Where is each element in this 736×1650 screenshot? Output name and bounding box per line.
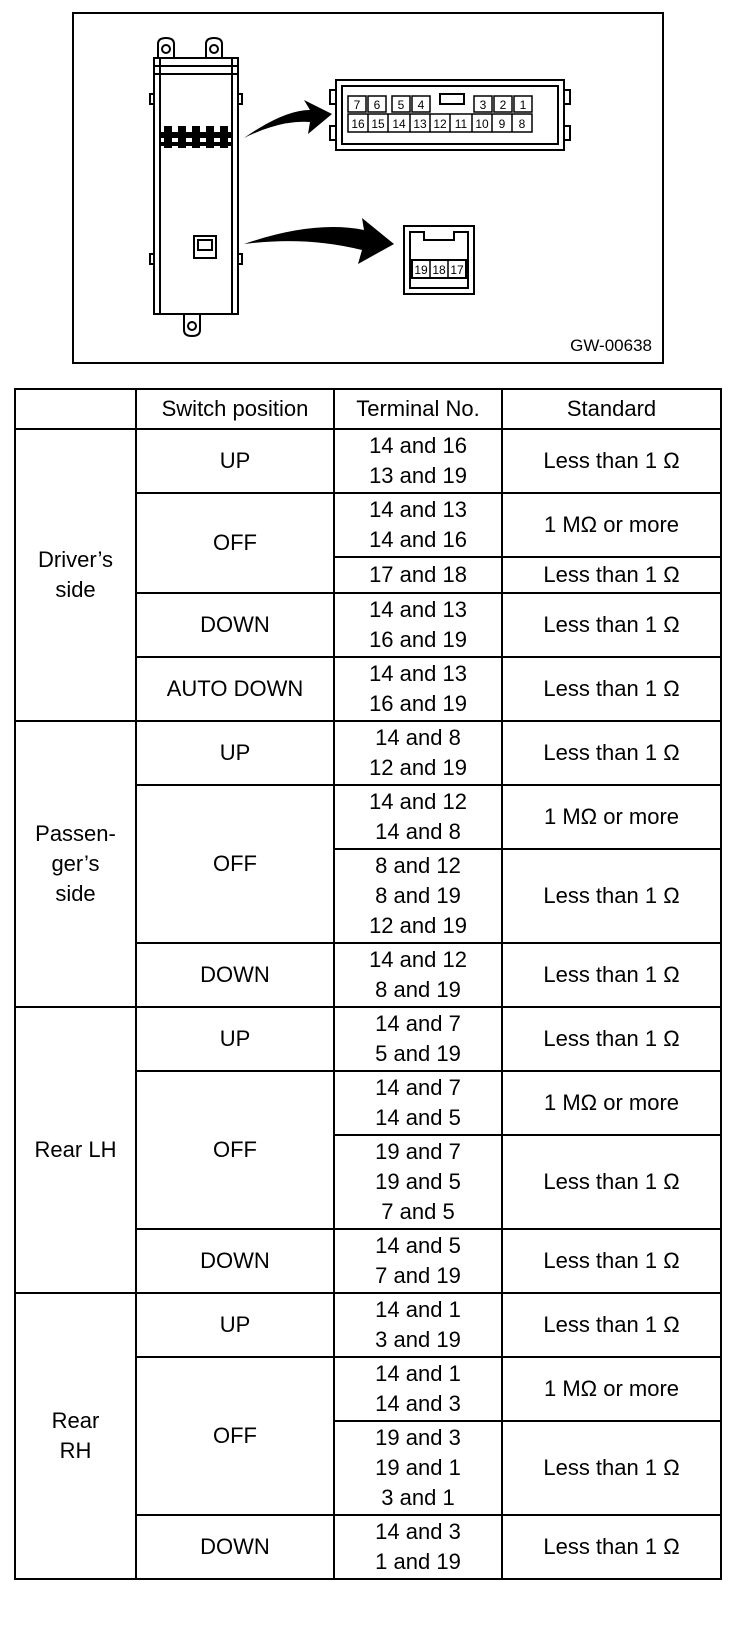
switch-position-cell: OFF [136,785,334,943]
terminal-cell [334,1135,502,1229]
terminal-cell [334,943,502,1007]
terminal-pair: 8 and 19 [375,977,461,1002]
side-label-line: Driver’s [38,547,113,572]
terminal-cell [334,1421,502,1515]
terminal-pair: 14 and 5 [375,1105,461,1130]
terminal-pair: 14 and 13 [369,597,467,622]
terminal-cell [334,1515,502,1579]
pin-2: 2 [499,98,507,112]
standard-cell: Less than 1 Ω [502,943,721,1007]
terminal-pair: 7 and 5 [381,1199,455,1224]
terminal-pair: 14 and 16 [369,433,467,458]
pin-16: 16 [351,117,365,131]
terminal-cell [334,1071,502,1135]
standard-cell: Less than 1 Ω [502,1229,721,1293]
header-terminal-no: Terminal No. [334,389,502,429]
terminal-pair: 1 and 19 [375,1549,461,1574]
terminal-pair: 16 and 19 [369,691,467,716]
terminal-pair: 19 and 1 [375,1455,461,1480]
pin-15: 15 [371,117,385,131]
terminal-pair: 17 and 18 [369,562,467,587]
side-label-line: RH [59,1438,92,1463]
side-cell [15,1007,136,1293]
header-side [15,389,136,429]
terminal-cell [334,1229,502,1293]
terminal-pair: 7 and 19 [375,1263,461,1288]
pin-8: 8 [518,117,526,131]
side-label-line: ger’s [51,851,100,876]
inspection-table [14,388,722,1580]
terminal-cell [334,593,502,657]
standard-cell: Less than 1 Ω [502,593,721,657]
terminal-cell [334,1357,502,1421]
terminal-cell [334,1007,502,1071]
side-cell [15,721,136,1007]
side-label-line: Rear LH [34,1137,117,1162]
terminal-pair: 19 and 7 [375,1139,461,1164]
table-row [15,429,721,493]
terminal-pair: 14 and 5 [375,1233,461,1258]
terminal-cell [334,1293,502,1357]
standard-cell: Less than 1 Ω [502,1135,721,1229]
terminal-pair: 14 and 8 [375,725,461,750]
terminal-pair: 19 and 3 [375,1425,461,1450]
terminal-pair: 14 and 3 [375,1519,461,1544]
side-label-line: Passen- [35,821,116,846]
switch-position-cell: OFF [136,1071,334,1229]
table-body [15,429,721,1579]
standard-cell: Less than 1 Ω [502,657,721,721]
terminal-pair: 14 and 8 [375,819,461,844]
standard-cell: Less than 1 Ω [502,1421,721,1515]
switch-position-cell: DOWN [136,943,334,1007]
switch-position-cell: UP [136,429,334,493]
terminal-cell [334,721,502,785]
terminal-pair: 14 and 16 [369,527,467,552]
side-label-line: side [55,577,96,602]
side-cell [15,429,136,721]
figure-code: GW-00638 [570,336,652,355]
switch-position-cell: OFF [136,1357,334,1515]
terminal-pair: 3 and 1 [381,1485,455,1510]
terminal-pair: 8 and 19 [375,883,461,908]
header-switch-position: Switch position [136,389,334,429]
pin-14: 14 [392,117,406,131]
pin-19: 19 [414,263,428,277]
standard-cell: Less than 1 Ω [502,557,721,593]
standard-cell: 1 MΩ or more [502,785,721,849]
terminal-pair: 16 and 19 [369,627,467,652]
switch-position-cell: DOWN [136,593,334,657]
switch-position-cell: AUTO DOWN [136,657,334,721]
pin-6: 6 [373,98,381,112]
terminal-cell [334,557,502,593]
side-cell [15,1293,136,1579]
standard-cell: Less than 1 Ω [502,1293,721,1357]
terminal-pair: 14 and 12 [369,947,467,972]
switch-drawing [74,14,662,362]
table-row [15,1007,721,1071]
standard-cell: Less than 1 Ω [502,849,721,943]
terminal-pair: 8 and 12 [375,853,461,878]
pin-4: 4 [417,98,425,112]
terminal-pair: 5 and 19 [375,1041,461,1066]
standard-cell: Less than 1 Ω [502,429,721,493]
terminal-pair: 14 and 1 [375,1297,461,1322]
terminal-cell [334,429,502,493]
terminal-pair: 19 and 5 [375,1169,461,1194]
terminal-pair: 13 and 19 [369,463,467,488]
pin-18: 18 [432,263,446,277]
standard-cell: Less than 1 Ω [502,1515,721,1579]
standard-cell: 1 MΩ or more [502,1071,721,1135]
standard-cell: Less than 1 Ω [502,721,721,785]
table-row [15,1293,721,1357]
side-label-line: side [55,881,96,906]
terminal-cell [334,785,502,849]
switch-connector-figure [72,12,664,364]
switch-position-cell: OFF [136,493,334,593]
switch-position-cell: DOWN [136,1515,334,1579]
switch-position-cell: UP [136,1293,334,1357]
terminal-cell [334,657,502,721]
pin-5: 5 [397,98,405,112]
terminal-pair: 12 and 19 [369,755,467,780]
standard-cell: Less than 1 Ω [502,1007,721,1071]
header-standard: Standard [502,389,721,429]
terminal-pair: 14 and 13 [369,497,467,522]
terminal-pair: 14 and 7 [375,1011,461,1036]
terminal-pair: 3 and 19 [375,1327,461,1352]
table-header-row [15,389,721,429]
terminal-pair: 14 and 13 [369,661,467,686]
terminal-pair: 14 and 7 [375,1075,461,1100]
table-row [15,721,721,785]
side-label-line: Rear [51,1408,100,1433]
standard-cell: 1 MΩ or more [502,493,721,557]
terminal-cell [334,849,502,943]
pin-11: 11 [454,117,468,131]
terminal-cell [334,493,502,557]
pin-1: 1 [519,98,527,112]
pin-17: 17 [450,263,464,277]
terminal-pair: 12 and 19 [369,913,467,938]
standard-cell: 1 MΩ or more [502,1357,721,1421]
pin-10: 10 [475,117,489,131]
pin-9: 9 [498,117,506,131]
pin-13: 13 [413,117,427,131]
pin-3: 3 [479,98,487,112]
terminal-pair: 14 and 1 [375,1361,461,1386]
terminal-pair: 14 and 12 [369,789,467,814]
switch-position-cell: UP [136,1007,334,1071]
pin-7: 7 [353,98,361,112]
terminal-pair: 14 and 3 [375,1391,461,1416]
switch-position-cell: DOWN [136,1229,334,1293]
pin-12: 12 [433,117,447,131]
switch-position-cell: UP [136,721,334,785]
